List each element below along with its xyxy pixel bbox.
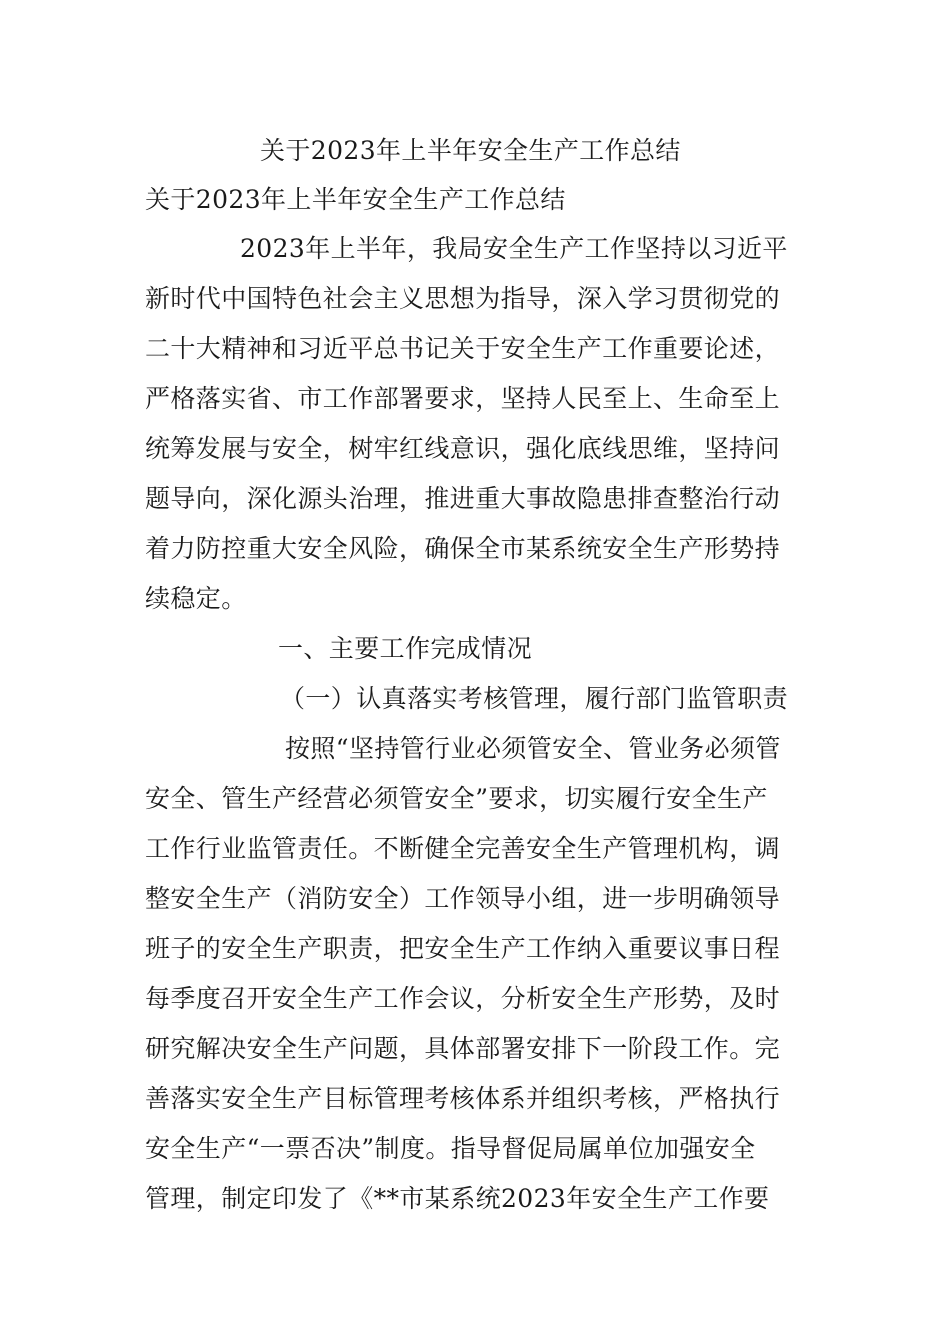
intro-line: 统筹发展与安全，树牢红线意识，强化底线思维，坚持问 <box>145 434 781 463</box>
body-line: 按照“坚持管行业必须管安全、管业务必须管 <box>285 734 781 763</box>
intro-line: 新时代中国特色社会主义思想为指导，深入学习贯彻党的 <box>145 284 781 313</box>
body-line: 善落实安全生产目标管理考核体系并组织考核，严格执行 <box>145 1084 781 1113</box>
body-line: 管理，制定印发了《**市某系统2023年安全生产工作要 <box>145 1184 770 1213</box>
intro-line: 2023年上半年，我局安全生产工作坚持以习近平 <box>240 234 788 263</box>
intro-line: 题导向，深化源头治理，推进重大事故隐患排查整治行动 <box>145 484 781 513</box>
intro-line: 续稳定。 <box>145 584 247 613</box>
body-line: 安全生产“一票否决”制度。指导督促局属单位加强安全 <box>145 1134 756 1163</box>
document-subtitle: 关于2023年上半年安全生产工作总结 <box>145 185 566 214</box>
section-heading: 一、主要工作完成情况 <box>278 634 533 663</box>
subsection-heading: （一）认真落实考核管理，履行部门监管职责 <box>280 684 789 713</box>
body-line: 班子的安全生产职责，把安全生产工作纳入重要议事日程 <box>145 934 781 963</box>
body-line: 每季度召开安全生产工作会议，分析安全生产形势，及时 <box>145 984 781 1013</box>
body-line: 整安全生产（消防安全）工作领导小组，进一步明确领导 <box>145 884 781 913</box>
intro-line: 严格落实省、市工作部署要求，坚持人民至上、生命至上 <box>145 384 781 413</box>
intro-line: 着力防控重大安全风险，确保全市某系统安全生产形势持 <box>145 534 781 563</box>
document-title: 关于2023年上半年安全生产工作总结 <box>260 136 681 165</box>
intro-line: 二十大精神和习近平总书记关于安全生产工作重要论述， <box>145 334 781 363</box>
body-line: 安全、管生产经营必须管安全”要求，切实履行安全生产 <box>145 784 768 813</box>
body-line: 研究解决安全生产问题，具体部署安排下一阶段工作。完 <box>145 1034 781 1063</box>
body-line: 工作行业监管责任。不断健全完善安全生产管理机构，调 <box>145 834 781 863</box>
